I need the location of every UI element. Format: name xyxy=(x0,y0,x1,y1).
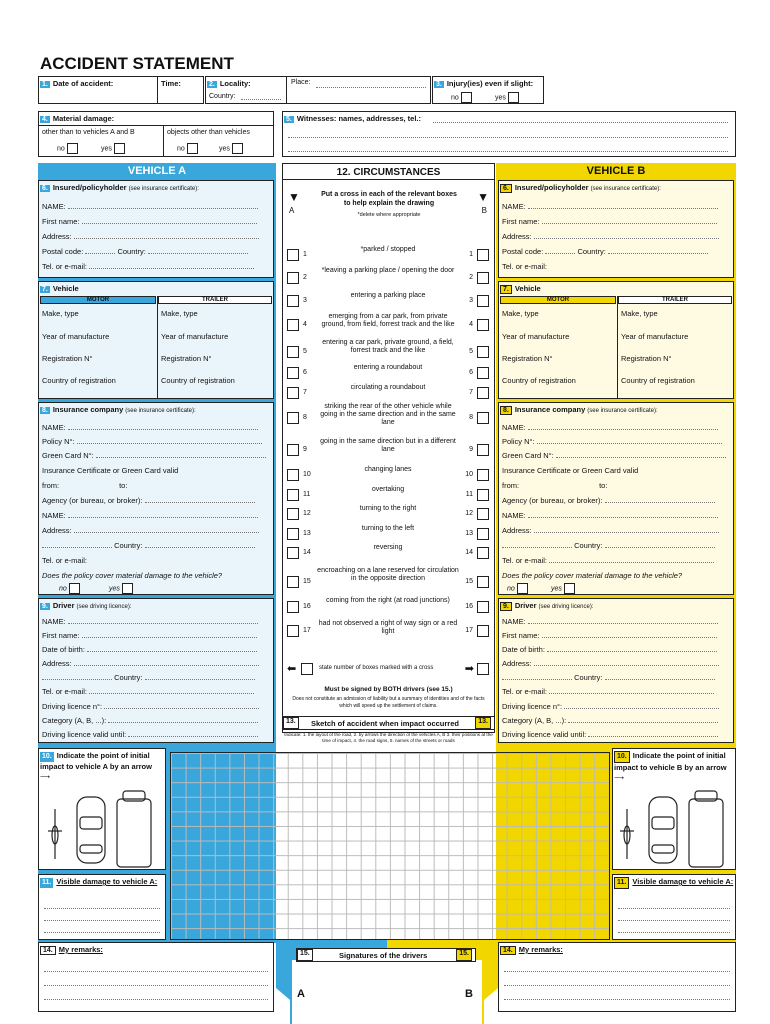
b-driver-address-field[interactable]: Address: xyxy=(502,656,730,671)
circumstance-text: striking the rear of the other vehicle while going in the same direction and in the same lane xyxy=(320,403,456,426)
a-insured-tel-field[interactable]: Tel. or e-mail: xyxy=(42,259,270,274)
b-driver-tel-field[interactable]: Tel. or e-mail: xyxy=(502,684,730,699)
vehicle-a-tab: VEHICLE A xyxy=(127,165,187,177)
a-agency-country-field[interactable]: Country: xyxy=(42,538,270,553)
circumstance-a-checkbox[interactable] xyxy=(287,489,299,501)
section-4-material-damage: 4. Material damage: other than to vehicles A and B objects other than vehicles no yes no yes xyxy=(38,111,274,157)
sketch-hint: Indicate: 1. the layout of the road, 2. by arrows the direction of the vehicles A, B 3. their positions at the time of impact, 4. the road signs, 5. names of the streets or roads xyxy=(284,732,493,743)
circumstance-a-checkbox[interactable] xyxy=(287,576,299,588)
circumstance-a-number: 5 xyxy=(303,348,307,355)
damage-objects-yes-checkbox[interactable] xyxy=(232,143,243,154)
a-section-10-impact: 10. Indicate the point of initial impact to vehicle A by an arrow ⟶ xyxy=(38,748,166,870)
circumstance-row xyxy=(287,505,489,523)
col-a-label: A xyxy=(289,206,295,215)
circumstance-b-checkbox[interactable] xyxy=(477,367,489,379)
a-insured-name-field[interactable]: NAME: xyxy=(42,199,270,214)
circumstance-text: circulating a roundabout xyxy=(350,384,426,391)
injury-yes-checkbox[interactable] xyxy=(508,92,519,103)
circumstance-row xyxy=(287,466,489,484)
circumstance-a-checkbox[interactable] xyxy=(287,249,299,261)
sketch-grid[interactable] xyxy=(170,752,610,940)
circumstance-text: encroaching on a lane reserved for circulation in the opposite direction xyxy=(317,567,459,582)
b-greencard-field[interactable]: Green Card N°: xyxy=(502,448,730,463)
circumstance-text: entering a roundabout xyxy=(353,364,423,371)
section-13-header: 13. Sketch of accident when impact occurred 13. xyxy=(282,716,495,730)
circumstance-b-checkbox[interactable] xyxy=(477,387,489,399)
damage-objects-label: objects other than vehicles xyxy=(167,129,250,136)
circumstance-a-checkbox[interactable] xyxy=(287,508,299,520)
circumstance-b-number: 17 xyxy=(465,627,473,634)
circumstance-row xyxy=(287,364,489,382)
a-section-7-vehicle: 7. Vehicle MOTOR TRAILER Make, type Make, type Year of manufacture Year of manufacture Registration N° Registration N° Country of registration Country of registration xyxy=(38,281,274,399)
circumstance-row xyxy=(287,486,489,504)
b-cover-yes-checkbox[interactable] xyxy=(564,583,575,594)
a-section-9-driver: 9. Driver (see driving licence): NAME: First name: Date of birth: Address: Country: Tel. or e-mail: Driving licence n°: Category (A, B, ...): Driving licence valid until: xyxy=(38,598,274,743)
circumstance-a-number: 14 xyxy=(303,549,311,556)
circumstance-text: coming from the right (at road junctions) xyxy=(326,597,450,604)
circumstance-b-number: 2 xyxy=(469,274,473,281)
b-section-14-remarks[interactable]: 14. My remarks: xyxy=(498,942,736,1012)
right-arrow-icon: ➡ xyxy=(464,663,474,675)
circumstance-text: turning to the left xyxy=(361,525,415,532)
circumstance-b-checkbox[interactable] xyxy=(477,576,489,588)
a-section-8-insurance: 8. Insurance company (see insurance certificate): NAME: Policy N°: Green Card N°: Insurance Certificate or Green Card valid from: to: Agency (or bureau, or broker): NAME: Address: Country: Tel. or e-mail: Does the policy cover material damage to the vehicle? no yes xyxy=(38,402,274,595)
circumstance-a-checkbox[interactable] xyxy=(287,295,299,307)
circumstance-b-checkbox[interactable] xyxy=(477,547,489,559)
b-driver-name-field[interactable]: NAME: xyxy=(502,614,730,629)
b-category-field[interactable]: Category (A, B, ...): xyxy=(502,713,730,728)
circumstance-row xyxy=(287,246,489,264)
a-driver-address-field[interactable]: Address: xyxy=(42,656,270,671)
circumstance-a-number: 15 xyxy=(303,578,311,585)
circumstances-instruction: Put a cross in each of the relevant boxes to help explain the drawing xyxy=(321,191,457,207)
circumstance-text: entering a car park, private ground, a field, forrest track and the like xyxy=(322,339,454,354)
signatures-title: Signatures of the drivers xyxy=(339,951,428,960)
circumstance-row xyxy=(287,267,489,289)
circumstance-b-number: 4 xyxy=(469,321,473,328)
circumstance-b-number: 16 xyxy=(465,603,473,610)
a-licence-valid-field[interactable]: Driving licence valid until: xyxy=(42,727,270,742)
injury-no-checkbox[interactable] xyxy=(461,92,472,103)
left-arrow-icon: ⬅ xyxy=(287,663,297,675)
a-section-14-remarks[interactable]: 14. My remarks: xyxy=(38,942,274,1012)
circumstance-a-number: 6 xyxy=(303,369,307,376)
circumstance-a-number: 8 xyxy=(303,414,307,421)
a-driver-tel-field[interactable]: Tel. or e-mail: xyxy=(42,684,270,699)
circumstance-b-number: 3 xyxy=(469,297,473,304)
circumstance-text: going in the same direction but in a different lane xyxy=(320,438,456,453)
section-2-location: 2. Locality: Country: Place: xyxy=(205,76,431,104)
place-label: Place: xyxy=(291,79,311,86)
page-title: ACCIDENT STATEMENT xyxy=(40,54,234,73)
b-driver-firstname-field[interactable]: First name: xyxy=(502,628,730,643)
a-insured-postal-field[interactable]: Postal code: Country: xyxy=(42,244,270,259)
circumstance-text: had not observed a right of way sign or a red light xyxy=(318,620,458,635)
b-insured-name-field[interactable]: NAME: xyxy=(502,199,730,214)
b-section-11-damage[interactable]: 11. Visible damage to vehicle A: xyxy=(612,874,736,940)
damage-vehicles-no-checkbox[interactable] xyxy=(67,143,78,154)
circumstance-a-checkbox[interactable] xyxy=(287,319,299,331)
b-motor-header: MOTOR xyxy=(500,296,616,304)
a-trailer-year[interactable]: Year of manufacture xyxy=(161,332,229,341)
time-label: Time: xyxy=(161,79,181,88)
a-category-field[interactable]: Category (A, B, ...): xyxy=(42,713,270,728)
circumstance-b-number: 15 xyxy=(465,578,473,585)
b-cover-question: Does the policy cover material damage to the vehicle? xyxy=(502,571,683,580)
circumstance-a-checkbox[interactable] xyxy=(287,346,299,358)
section-1-date: 1. Date of accident: Time: xyxy=(38,76,204,104)
a-motor-year[interactable]: Year of manufacture xyxy=(42,332,110,341)
circumstance-b-checkbox[interactable] xyxy=(477,444,489,456)
circumstance-a-checkbox[interactable] xyxy=(287,601,299,613)
circumstance-text: *leaving a parking place / opening the door xyxy=(321,267,455,274)
circumstance-row xyxy=(287,438,489,462)
b-agency-country-field[interactable]: Country: xyxy=(502,538,730,553)
circumstance-text: reversing xyxy=(373,544,403,551)
circumstance-a-number: 10 xyxy=(303,471,311,478)
circumstance-a-checkbox[interactable] xyxy=(287,272,299,284)
circumstance-a-number: 16 xyxy=(303,603,311,610)
circumstance-row xyxy=(287,597,489,617)
section-15-header: 15. Signatures of the drivers 15. xyxy=(296,948,476,962)
b-motor-country[interactable]: Country of registration xyxy=(502,376,576,385)
a-cover-no-checkbox[interactable] xyxy=(69,583,80,594)
b-insured-tel-field[interactable]: Tel. or e-mail: xyxy=(502,262,548,271)
b-trailer-year[interactable]: Year of manufacture xyxy=(621,332,689,341)
circumstance-a-number: 11 xyxy=(303,491,311,498)
b-section-7-vehicle: 7. Vehicle MOTOR TRAILER Make, type Make, type Year of manufacture Year of manufacture Registration N° Registration N° Country of registration Country of registration xyxy=(498,281,734,399)
a-trailer-header: TRAILER xyxy=(158,296,272,304)
a-down-arrow-icon: ▼ xyxy=(288,190,300,204)
circumstance-text: entering a parking place xyxy=(350,292,426,299)
circumstance-a-checkbox[interactable] xyxy=(287,412,299,424)
damage-vehicles-label: other than to vehicles A and B xyxy=(42,129,135,136)
damage-vehicles-yes-checkbox[interactable] xyxy=(114,143,125,154)
a-cover-question: Does the policy cover material damage to the vehicle? xyxy=(42,571,223,580)
circumstance-b-checkbox[interactable] xyxy=(477,625,489,637)
a-count-box[interactable] xyxy=(301,663,313,675)
circumstance-a-checkbox[interactable] xyxy=(287,547,299,559)
b-section-10-impact: 10. Indicate the point of initial impact to vehicle B by an arrow ⟶ xyxy=(612,748,736,870)
circumstance-row xyxy=(287,292,489,310)
a-agency-address-field[interactable]: Address: xyxy=(42,523,270,538)
circumstance-a-number: 9 xyxy=(303,446,307,453)
circumstance-b-number: 8 xyxy=(469,414,473,421)
a-greencard-field[interactable]: Green Card N°: xyxy=(42,448,270,463)
b-agency-name-field[interactable]: NAME: xyxy=(502,508,730,523)
b-valid-label: Insurance Certificate or Green Card valid xyxy=(502,466,639,475)
circumstance-row xyxy=(287,544,489,562)
circumstances-note: *delete where appropriate xyxy=(357,212,421,218)
a-insurer-name-field[interactable]: NAME: xyxy=(42,420,270,435)
b-licence-field[interactable]: Driving licence n°: xyxy=(502,699,730,714)
b-insured-postal-field[interactable]: Postal code: Country: xyxy=(502,244,730,259)
a-agency-name-field[interactable]: NAME: xyxy=(42,508,270,523)
circumstance-a-number: 17 xyxy=(303,627,311,634)
b-motor-registration[interactable]: Registration N° xyxy=(502,354,553,363)
col-b-label: B xyxy=(481,206,487,215)
section-3-injuries: 3. Injury(ies) even if slight: no yes xyxy=(432,76,544,104)
b-trailer-registration[interactable]: Registration N° xyxy=(621,354,672,363)
a-trailer-registration[interactable]: Registration N° xyxy=(161,354,212,363)
b-cover-no-checkbox[interactable] xyxy=(517,583,528,594)
circumstance-b-number: 5 xyxy=(469,348,473,355)
a-trailer-country[interactable]: Country of registration xyxy=(161,376,235,385)
a-agency-field[interactable]: Agency (or bureau, or broker): xyxy=(42,493,270,508)
circumstance-b-number: 11 xyxy=(465,491,473,498)
b-insurer-name-field[interactable]: NAME: xyxy=(502,420,730,435)
circumstance-text: emerging from a car park, from private ground, from field, forrest track and the like xyxy=(321,313,455,328)
signature-a-label: A xyxy=(297,988,305,1000)
a-valid-dates-field[interactable]: from: to: xyxy=(42,481,128,490)
circumstance-b-checkbox[interactable] xyxy=(477,249,489,261)
circumstance-a-number: 12 xyxy=(303,510,311,517)
b-count-box[interactable] xyxy=(477,663,489,675)
circumstance-a-number: 4 xyxy=(303,321,307,328)
a-trailer-make[interactable]: Make, type xyxy=(161,309,198,318)
b-section-8-insurance: 8. Insurance company (see insurance certificate): NAME: Policy N°: Green Card N°: Insurance Certificate or Green Card valid from: to: Agency (or bureau, or broker): NAME: Address: Country: Tel. or e-mail: Does the policy cover material damage to the vehicle? no yes xyxy=(498,402,734,595)
count-row xyxy=(287,661,489,677)
circumstance-row xyxy=(287,313,489,337)
b-vehicles-diagram-icon[interactable] xyxy=(615,789,735,869)
circumstance-text: overtaking xyxy=(371,486,405,493)
a-policy-field[interactable]: Policy N°: xyxy=(42,434,270,449)
circumstance-b-checkbox[interactable] xyxy=(477,295,489,307)
circumstance-row xyxy=(287,525,489,543)
circumstance-a-number: 3 xyxy=(303,297,307,304)
b-section-9-driver: 9. Driver (see driving licence): NAME: First name: Date of birth: Address: Country: Tel. or e-mail: Driving licence n°: Category (A, B, ...): Driving licence valid until: xyxy=(498,598,734,743)
circumstance-row xyxy=(287,384,489,402)
vehicle-b-tab: VEHICLE B xyxy=(586,165,646,177)
circumstance-b-number: 12 xyxy=(465,510,473,517)
circumstance-b-checkbox[interactable] xyxy=(477,412,489,424)
circumstance-row xyxy=(287,339,489,365)
must-sign-note: Must be signed by BOTH drivers (see 15.) xyxy=(324,686,453,693)
a-cover-yes-checkbox[interactable] xyxy=(122,583,133,594)
circumstance-b-checkbox[interactable] xyxy=(477,346,489,358)
sketch-title: Sketch of accident when impact occurred xyxy=(311,719,459,728)
a-section-11-damage[interactable]: 11. Visible damage to vehicle A: xyxy=(38,874,166,940)
b-driver-country-field[interactable]: Country: xyxy=(502,670,730,685)
count-label: state number of boxes marked with a cross xyxy=(319,665,434,671)
circumstance-text: changing lanes xyxy=(364,466,412,473)
a-vehicles-diagram-icon[interactable] xyxy=(43,789,163,869)
circumstance-a-checkbox[interactable] xyxy=(287,528,299,540)
b-down-arrow-icon: ▼ xyxy=(477,190,489,204)
a-agency-tel-field[interactable]: Tel. or e-mail: xyxy=(42,556,88,565)
b-motor-year[interactable]: Year of manufacture xyxy=(502,332,570,341)
a-insured-address-field[interactable]: Address: xyxy=(42,229,270,244)
circumstance-a-checkbox[interactable] xyxy=(287,444,299,456)
circumstance-b-checkbox[interactable] xyxy=(477,469,489,481)
circumstance-b-checkbox[interactable] xyxy=(477,272,489,284)
circumstance-a-number: 13 xyxy=(303,530,311,537)
circumstance-text: *parked / stopped xyxy=(360,246,416,253)
b-trailer-header: TRAILER xyxy=(618,296,732,304)
a-motor-make[interactable]: Make, type xyxy=(42,309,79,318)
section-5-witnesses[interactable]: 5. Witnesses: names, addresses, tel.: xyxy=(282,111,736,157)
a-valid-label: Insurance Certificate or Green Card valid xyxy=(42,466,179,475)
circumstance-b-checkbox[interactable] xyxy=(477,489,489,501)
circumstance-a-checkbox[interactable] xyxy=(287,387,299,399)
circumstance-b-number: 7 xyxy=(469,389,473,396)
country-label: Country: xyxy=(209,93,236,100)
a-motor-country[interactable]: Country of registration xyxy=(42,376,116,385)
circumstance-b-number: 9 xyxy=(469,446,473,453)
a-motor-registration[interactable]: Registration N° xyxy=(42,354,93,363)
damage-objects-no-checkbox[interactable] xyxy=(187,143,198,154)
b-trailer-make[interactable]: Make, type xyxy=(621,309,658,318)
a-insured-firstname-field[interactable]: First name: xyxy=(42,214,270,229)
b-section-6-insured: 6. Insured/policyholder (see insurance certificate): NAME: First name: Address: Postal code: Country: Tel. or e-mail: xyxy=(498,180,734,278)
circumstance-a-number: 7 xyxy=(303,389,307,396)
signature-field[interactable] xyxy=(292,960,482,1024)
b-agency-field[interactable]: Agency (or bureau, or broker): xyxy=(502,493,730,508)
a-driver-dob-field[interactable]: Date of birth: xyxy=(42,642,270,657)
b-trailer-country[interactable]: Country of registration xyxy=(621,376,695,385)
b-insured-firstname-field[interactable]: First name: xyxy=(502,214,730,229)
a-driver-firstname-field[interactable]: First name: xyxy=(42,628,270,643)
circumstance-b-number: 14 xyxy=(465,549,473,556)
a-driver-name-field[interactable]: NAME: xyxy=(42,614,270,629)
b-licence-valid-field[interactable]: Driving licence valid until: xyxy=(502,727,730,742)
circumstance-b-checkbox[interactable] xyxy=(477,528,489,540)
circumstance-b-checkbox[interactable] xyxy=(477,601,489,613)
circumstances-title: 12. CIRCUMSTANCES xyxy=(336,167,441,178)
circumstance-a-number: 1 xyxy=(303,251,307,258)
disclaimer: Does not constitute an admission of liability but a summary of identities and of the facts which will speed up the settlement of claims. xyxy=(292,696,485,709)
circumstance-b-number: 6 xyxy=(469,369,473,376)
circumstance-row xyxy=(287,403,489,433)
circumstance-text: turning to the right xyxy=(359,505,417,512)
b-agency-tel-field[interactable]: Tel. or e-mail: xyxy=(502,553,730,568)
circumstance-b-number: 1 xyxy=(469,251,473,258)
signature-b-label: B xyxy=(465,988,473,1000)
b-driver-dob-field[interactable]: Date of birth: xyxy=(502,642,730,657)
circumstance-a-checkbox[interactable] xyxy=(287,625,299,637)
circumstance-a-checkbox[interactable] xyxy=(287,367,299,379)
circumstance-b-number: 13 xyxy=(465,530,473,537)
circumstance-b-number: 10 xyxy=(465,471,473,478)
b-valid-dates-field[interactable]: from: to: xyxy=(502,481,608,490)
a-motor-header: MOTOR xyxy=(40,296,156,304)
circumstance-b-checkbox[interactable] xyxy=(477,319,489,331)
a-driver-country-field[interactable]: Country: xyxy=(42,670,270,685)
a-section-6-insured: 6. Insured/policyholder (see insurance certificate): NAME: First name: Address: Postal code: Country: Tel. or e-mail: xyxy=(38,180,274,278)
a-licence-field[interactable]: Driving licence n°: xyxy=(42,699,270,714)
circumstance-b-checkbox[interactable] xyxy=(477,508,489,520)
b-policy-field[interactable]: Policy N°: xyxy=(502,434,730,449)
b-agency-address-field[interactable]: Address: xyxy=(502,523,730,538)
b-insured-address-field[interactable]: Address: xyxy=(502,229,730,244)
b-motor-make[interactable]: Make, type xyxy=(502,309,539,318)
circumstance-row xyxy=(287,620,489,642)
circumstance-a-number: 2 xyxy=(303,274,307,281)
circumstance-row xyxy=(287,567,489,597)
circumstance-a-checkbox[interactable] xyxy=(287,469,299,481)
